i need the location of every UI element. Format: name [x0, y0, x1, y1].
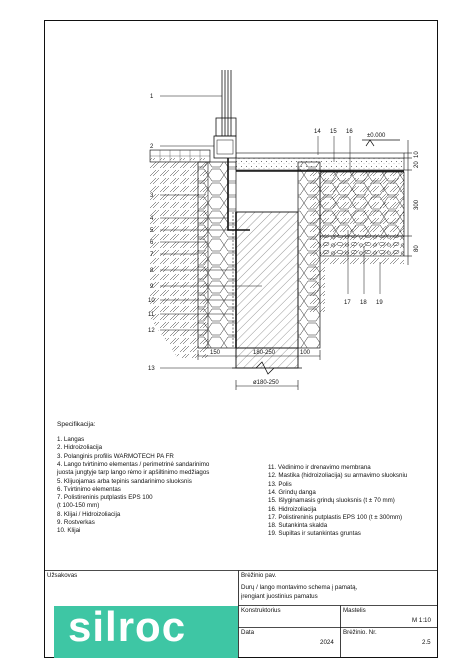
callout-15: 15 [330, 129, 337, 135]
date-value: 2024 [320, 639, 334, 646]
spec-left-item-9: 8. Klijai / Hidroizoliacija [57, 510, 121, 518]
dim-right-80: 80 [414, 245, 420, 252]
spec-right-item-8: 19. Supiltas ir sutankintas gruntas [268, 530, 361, 538]
callout-14: 14 [314, 129, 321, 135]
spec-right-item-0: 11. Vėdinimo ir drenavimo membrana [268, 464, 371, 471]
scale-label: Mastelis [343, 607, 366, 614]
side-insulation [298, 162, 320, 348]
callout-1: 1 [150, 94, 154, 100]
callout-11: 11 [148, 312, 155, 318]
callout-8: 8 [150, 268, 154, 274]
callout-19: 19 [376, 300, 383, 306]
drawing-title-line2: įrengiant juostinius pamatus [241, 593, 318, 600]
spec-left-item-3: 4. Lango tvirtinimo elementas / perimetrinė sandarinimo [57, 460, 210, 468]
spec-left-item-5: 5. Klijuojamas arba tepinis sandarinimo sluoksnis [57, 477, 192, 485]
spec-left-item-6: 6. Tvirtinimo elementas [57, 485, 121, 493]
dim-pile-diameter: ø180-250 [253, 380, 279, 386]
callout-13: 13 [148, 366, 155, 372]
floor-insulation [320, 172, 404, 236]
designer-label: Konstruktorius [241, 607, 281, 614]
logo-text: silroc [68, 603, 187, 650]
number-label: Brėžinio. Nr. [343, 629, 377, 636]
spec-title: Specifikacija: [57, 421, 96, 428]
number-value: 2.5 [422, 639, 431, 646]
dim-right-300: 300 [414, 199, 420, 210]
callout-3: 3 [150, 193, 154, 199]
spec-left-item-4: juosta jungtyje tarp lango rėmo ir apšiltinimo medžiagos [57, 469, 210, 477]
level-marker [362, 140, 400, 146]
floor-finish [236, 153, 404, 158]
spec-left-item-1: 2. Hidroizoliacija [57, 444, 103, 452]
callout-6: 6 [150, 240, 154, 246]
spec-right-item-5: 16. Hidroizoliacija [268, 505, 317, 513]
callout-12: 12 [148, 328, 155, 334]
callout-7: 7 [150, 252, 154, 258]
spec-left-item-11: 10. Klijai [57, 527, 81, 535]
spec-right-item-3: 14. Grindų danga [268, 488, 316, 496]
scale-value: M 1:10 [412, 617, 431, 624]
spec-right-item-1: 12. Mastika (hidroizoliacija) su armavimo sluoksniu [268, 472, 408, 480]
spec-right-item-6: 17. Polistireninis putplastis EPS 100 (t ± 300mm) [268, 513, 403, 521]
spec-right-item-4: 15. Išlyginamasis grindų sluoksnis (t ± 70 mm) [268, 497, 395, 505]
top-callouts [314, 129, 353, 135]
spec-left-item-7: 7. Polistireninis putplastis EPS 100 [57, 494, 153, 502]
exterior-pavement [150, 150, 210, 162]
gravel-layer [320, 236, 404, 256]
callout-5: 5 [150, 228, 154, 234]
dim-right-20: 20 [414, 161, 420, 168]
perimeter-insulation [198, 162, 236, 348]
spec-left-item-8: (t 100-150 mm) [57, 502, 100, 510]
callout-2: 2 [150, 144, 154, 150]
spec-left-item-2: 3. Polanginis profilis WARMOTECH PA FR [57, 452, 174, 460]
drawing-title-line1: Durų / lango montavimo schema į pamatą, [241, 584, 358, 591]
drawing-label: Brėžinio pav. [241, 572, 277, 579]
grillage-beam [236, 212, 298, 348]
callout-18: 18 [360, 300, 367, 306]
callout-17: 17 [344, 300, 351, 306]
spec-right-item-7: 18. Sutankinta skalda [268, 522, 328, 530]
client-label: Užsakovas [47, 572, 78, 579]
right-dimension-texts [414, 151, 420, 252]
spec-left-item-0: 1. Langas [57, 436, 85, 443]
dim-bottom-150: 150 [210, 350, 221, 356]
silroc-logo [54, 603, 238, 658]
right-dimension-lines [404, 140, 412, 265]
callout-9: 9 [150, 284, 154, 290]
dim-bottom-180-250: 180-250 [253, 350, 276, 356]
sill-profile [214, 136, 236, 158]
callout-4: 4 [150, 216, 154, 222]
date-label: Data [241, 629, 255, 636]
callout-10: 10 [148, 298, 155, 304]
spec-right-item-2: 13. Polis [268, 480, 292, 488]
dim-right-10: 10 [414, 151, 420, 158]
dim-bottom-100: 100 [300, 350, 311, 356]
spec-left-item-10: 9. Rostverkas [57, 519, 95, 526]
callout-16: 16 [346, 129, 353, 135]
bottom-callouts [344, 300, 383, 306]
level-label: ±0.000 [367, 133, 386, 139]
window-frame [216, 70, 236, 136]
floor-screed [236, 158, 404, 170]
